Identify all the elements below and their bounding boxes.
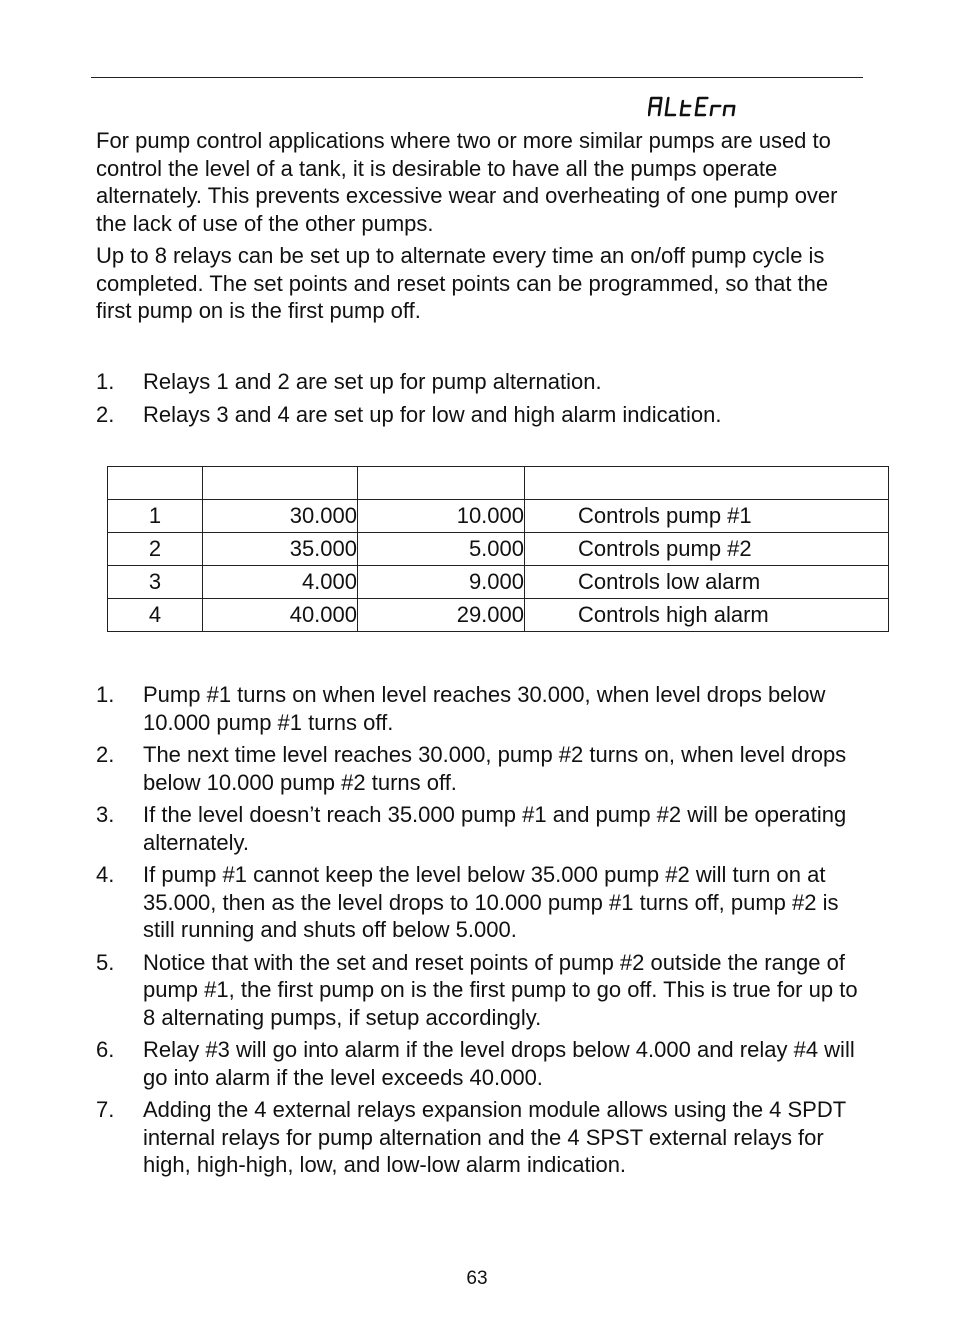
set-point-cell: 4.000 — [203, 566, 358, 599]
function-cell: Controls pump #2 — [525, 533, 889, 566]
list-item — [96, 1036, 866, 1091]
list-item-text: Relays 3 and 4 are set up for low and high alarm indication. — [143, 402, 722, 427]
reset-point-cell: 9.000 — [358, 566, 525, 599]
list-item-number: 4. — [96, 862, 115, 887]
list-item-number: 2. — [96, 742, 115, 767]
list-item — [96, 681, 866, 736]
table-header-cell — [203, 467, 358, 500]
relay-number-cell: 4 — [108, 599, 203, 632]
intro-paragraph-2: Up to 8 relays can be set up to alternate every time an on/off pump cycle is completed. The set points and reset points can be programmed, so that the first pump on is the first pump off. — [96, 243, 829, 323]
list-item-number: 7. — [96, 1097, 115, 1122]
list-item — [96, 401, 866, 429]
table-row — [108, 533, 889, 566]
relay-number-cell: 1 — [108, 500, 203, 533]
list-item-text: If pump #1 cannot keep the level below 35.000 pump #2 will turn on at 35.000, then as the level drops to 10.000 pump #1 turns off, pump #2 is still running and shuts off below 5.000. — [143, 862, 839, 942]
list-item-text: If the level doesn’t reach 35.000 pump #1 and pump #2 will be operating alternately. — [143, 802, 847, 855]
list-item — [96, 1096, 866, 1179]
list-item — [96, 801, 866, 856]
list-item-number: 6. — [96, 1037, 115, 1062]
relay-number-cell: 2 — [108, 533, 203, 566]
function-cell: Controls high alarm — [525, 599, 889, 632]
reset-point-cell: 5.000 — [358, 533, 525, 566]
intro-paragraph-1: For pump control applications where two or more similar pumps are used to control the level of a tank, it is desirable to have all the pumps operate alternately. This prevents excessive wear and overheating of one pump over the lack of use of the other pumps. — [96, 128, 838, 236]
list-item — [96, 741, 866, 796]
list-item — [96, 861, 866, 944]
list-item-text: Pump #1 turns on when level reaches 30.000, when level drops below 10.000 pump #1 turns off. — [143, 682, 826, 735]
set-point-cell: 40.000 — [203, 599, 358, 632]
table-row — [108, 500, 889, 533]
reset-point-cell: 10.000 — [358, 500, 525, 533]
list-item-number: 5. — [96, 949, 115, 975]
list-item-text: The next time level reaches 30.000, pump #2 turns on, when level drops below 10.000 pump #2 turns off. — [143, 742, 847, 795]
set-point-cell: 35.000 — [203, 533, 358, 566]
list-item — [96, 368, 866, 396]
relay-number-cell: 3 — [108, 566, 203, 599]
alternation-display-icon — [648, 93, 738, 119]
table-header-row — [108, 467, 889, 500]
list-item-text: Relays 1 and 2 are set up for pump alternation. — [143, 369, 602, 394]
list-item-number: 2. — [96, 402, 115, 427]
list-item-text: Adding the 4 external relays expansion module allows using the 4 SPDT internal relays for pump alternation and the 4 SPST external relays for high, high-high, low, and low-low alarm indication. — [143, 1097, 846, 1177]
list-item-number: 3. — [96, 802, 115, 827]
list-item-text: Relay #3 will go into alarm if the level drops below 4.000 and relay #4 will go into alarm if the level exceeds 40.000. — [143, 1037, 855, 1090]
operation-list — [96, 681, 866, 1179]
list-item-number: 1. — [96, 369, 115, 394]
set-point-cell: 30.000 — [203, 500, 358, 533]
list-item — [96, 949, 866, 1032]
function-cell: Controls low alarm — [525, 566, 889, 599]
list-item-text: Notice that with the set and reset points of pump #2 outside the range of pump #1, the first pump on is the first pump to go off. This is true for up to 8 alternating pumps, if setup accordingly. — [143, 949, 858, 1030]
table-row — [108, 599, 889, 632]
header-rule — [91, 77, 863, 78]
table-header-cell — [108, 467, 203, 500]
table-row — [108, 566, 889, 599]
table-header-cell — [525, 467, 889, 500]
page-number: 63 — [466, 1268, 488, 1289]
reset-point-cell: 29.000 — [358, 599, 525, 632]
relay-setup-table — [107, 466, 889, 632]
setup-list — [96, 368, 866, 429]
function-cell: Controls pump #1 — [525, 500, 889, 533]
table-header-cell — [358, 467, 525, 500]
list-item-number: 1. — [96, 682, 115, 707]
